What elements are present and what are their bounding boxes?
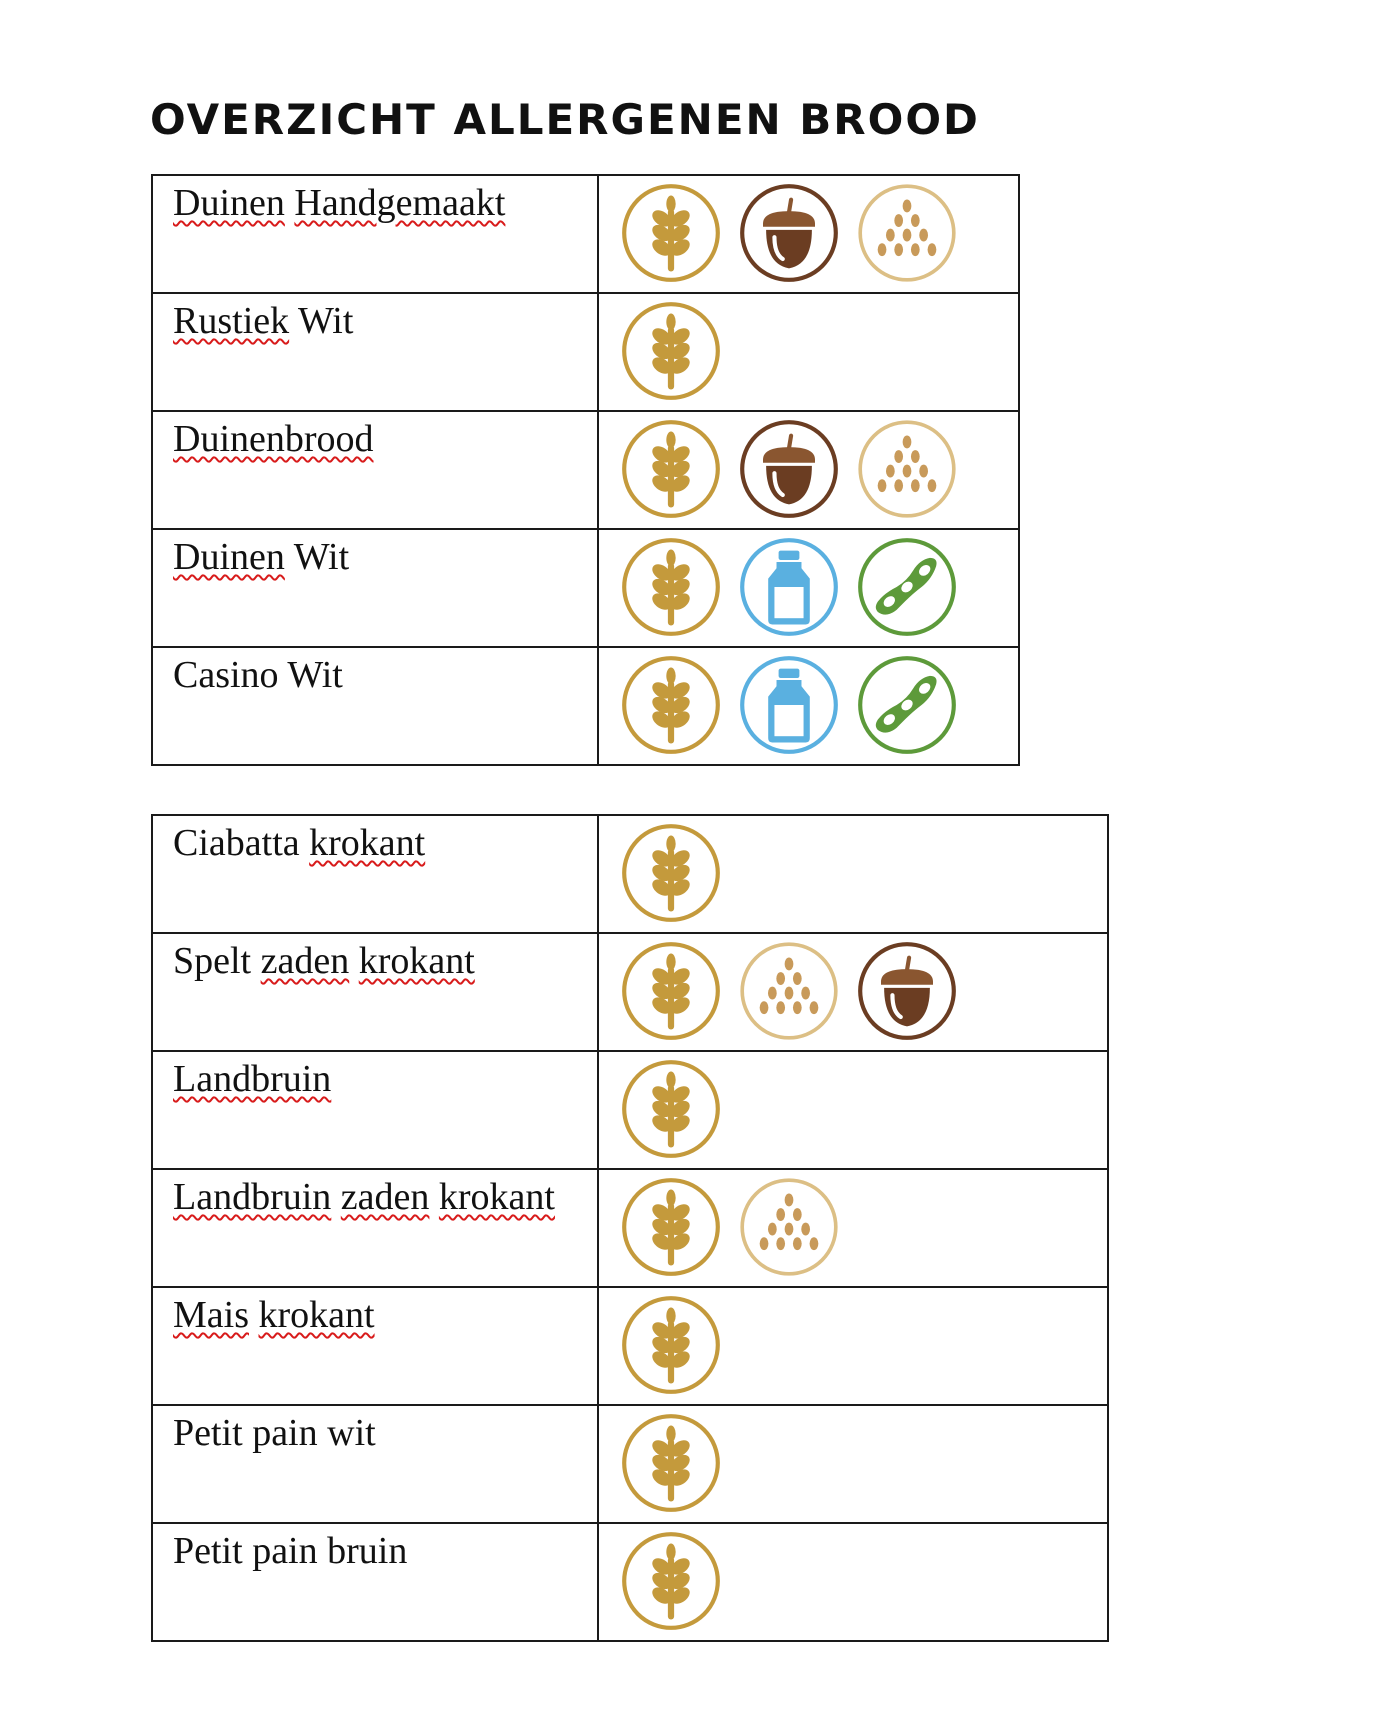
bread-name-word: Petit bbox=[173, 1412, 243, 1454]
gluten-icon bbox=[619, 1529, 723, 1633]
gluten-icon bbox=[619, 535, 723, 639]
allergen-icons-cell bbox=[598, 933, 1108, 1051]
bread-name-word: Mais bbox=[173, 1294, 249, 1336]
table-row bbox=[152, 1169, 1108, 1287]
gluten-icon bbox=[619, 417, 723, 521]
allergen-icon-group bbox=[619, 181, 1018, 285]
bread-name-cell bbox=[152, 647, 598, 765]
bread-name-word: krokant bbox=[309, 822, 426, 864]
allergen-table-1 bbox=[151, 174, 1020, 766]
allergen-table-2 bbox=[151, 814, 1109, 1642]
milk-icon bbox=[737, 535, 841, 639]
page-title: OVERZICHT ALLERGENEN BROOD bbox=[150, 95, 980, 144]
bread-name-word: bruin bbox=[327, 1530, 408, 1572]
allergen-icon-group bbox=[619, 653, 1018, 757]
table-row bbox=[152, 1405, 1108, 1523]
sesame-icon bbox=[855, 181, 959, 285]
bread-name-cell bbox=[152, 1051, 598, 1169]
bread-name-cell bbox=[152, 1287, 598, 1405]
allergen-icons-cell bbox=[598, 529, 1019, 647]
nuts-icon bbox=[737, 417, 841, 521]
nuts-icon bbox=[737, 181, 841, 285]
bread-name-word: Landbruin bbox=[173, 1058, 332, 1100]
gluten-icon bbox=[619, 653, 723, 757]
allergen-icon-group bbox=[619, 1529, 1107, 1633]
allergen-icons-cell bbox=[598, 815, 1108, 933]
allergen-icons-cell bbox=[598, 1523, 1108, 1641]
bread-name-word: Duinenbrood bbox=[173, 418, 374, 460]
sesame-icon bbox=[737, 1175, 841, 1279]
allergen-icon-group bbox=[619, 1175, 1107, 1279]
allergen-icons-cell bbox=[598, 1051, 1108, 1169]
table-row bbox=[152, 647, 1019, 765]
allergen-icons-cell bbox=[598, 1405, 1108, 1523]
bread-name-word: Landbruin bbox=[173, 1176, 332, 1218]
allergen-icon-group bbox=[619, 1411, 1107, 1515]
gluten-icon bbox=[619, 299, 723, 403]
allergen-icon-group bbox=[619, 417, 1018, 521]
allergen-icon-group bbox=[619, 299, 1018, 403]
bread-name-word: pain bbox=[252, 1530, 318, 1572]
gluten-icon bbox=[619, 939, 723, 1043]
soy-icon bbox=[855, 653, 959, 757]
allergen-icons-cell bbox=[598, 411, 1019, 529]
allergen-icons-cell bbox=[598, 647, 1019, 765]
bread-name-word: Wit bbox=[287, 654, 343, 696]
soy-icon bbox=[855, 535, 959, 639]
table-row bbox=[152, 411, 1019, 529]
bread-name-word: Spelt bbox=[173, 940, 252, 982]
bread-name-cell bbox=[152, 1405, 598, 1523]
table-row bbox=[152, 815, 1108, 933]
bread-name-word: Wit bbox=[297, 300, 354, 342]
bread-name-word: Casino bbox=[173, 654, 279, 696]
allergen-icons-cell bbox=[598, 175, 1019, 293]
allergen-icon-group bbox=[619, 535, 1018, 639]
bread-name-cell bbox=[152, 411, 598, 529]
sesame-icon bbox=[737, 939, 841, 1043]
allergen-icons-cell bbox=[598, 293, 1019, 411]
gluten-icon bbox=[619, 1293, 723, 1397]
table-row bbox=[152, 1051, 1108, 1169]
allergen-icon-group bbox=[619, 939, 1107, 1043]
gluten-icon bbox=[619, 1175, 723, 1279]
bread-name-word: Handgemaakt bbox=[294, 182, 506, 224]
bread-name-word: Rustiek bbox=[173, 300, 290, 342]
bread-name-cell bbox=[152, 1169, 598, 1287]
bread-name-word: krokant bbox=[258, 1294, 375, 1336]
gluten-icon bbox=[619, 821, 723, 925]
table-row bbox=[152, 933, 1108, 1051]
sesame-icon bbox=[855, 417, 959, 521]
gluten-icon bbox=[619, 1411, 723, 1515]
bread-name-word: Petit bbox=[173, 1530, 243, 1572]
allergen-icon-group bbox=[619, 1293, 1107, 1397]
table-row bbox=[152, 1287, 1108, 1405]
allergen-icons-cell bbox=[598, 1287, 1108, 1405]
allergen-icons-cell bbox=[598, 1169, 1108, 1287]
bread-name-cell bbox=[152, 293, 598, 411]
allergen-icon-group bbox=[619, 821, 1107, 925]
bread-name-word: wit bbox=[327, 1412, 376, 1454]
bread-name-cell bbox=[152, 815, 598, 933]
allergen-icon-group bbox=[619, 1057, 1107, 1161]
bread-name-word: krokant bbox=[358, 940, 475, 982]
gluten-icon bbox=[619, 1057, 723, 1161]
table-row bbox=[152, 1523, 1108, 1641]
bread-name-word: Duinen bbox=[173, 536, 285, 578]
bread-name-word: Wit bbox=[293, 536, 350, 578]
bread-name-word: krokant bbox=[438, 1176, 555, 1218]
table-row bbox=[152, 175, 1019, 293]
bread-name-word: pain bbox=[252, 1412, 318, 1454]
bread-name-word: Ciabatta bbox=[173, 822, 300, 864]
bread-name-cell bbox=[152, 933, 598, 1051]
bread-name-word: zaden bbox=[340, 1176, 430, 1218]
milk-icon bbox=[737, 653, 841, 757]
bread-name-cell bbox=[152, 529, 598, 647]
table-row bbox=[152, 293, 1019, 411]
nuts-icon bbox=[855, 939, 959, 1043]
gluten-icon bbox=[619, 181, 723, 285]
bread-name-cell bbox=[152, 1523, 598, 1641]
bread-name-word: zaden bbox=[260, 940, 350, 982]
table-row bbox=[152, 529, 1019, 647]
bread-name-cell bbox=[152, 175, 598, 293]
bread-name-word: Duinen bbox=[173, 182, 285, 224]
